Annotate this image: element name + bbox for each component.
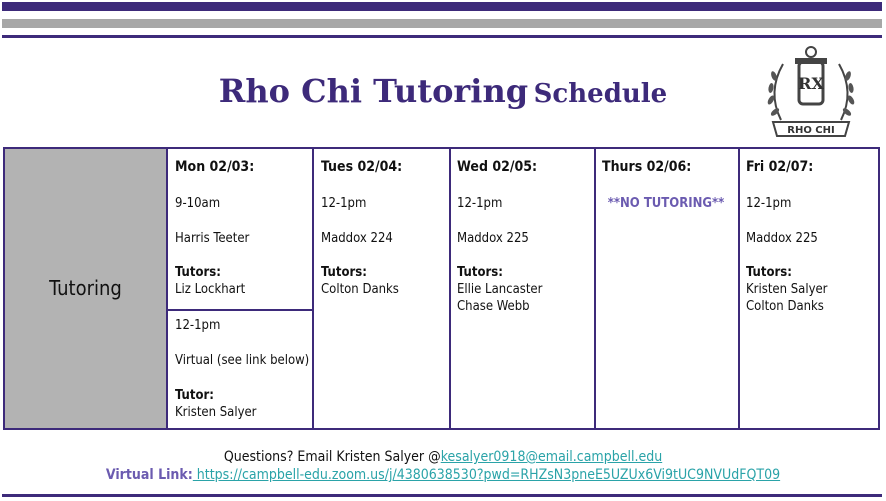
- rho-chi-logo-icon: [763, 42, 859, 142]
- tutors-label: Tutors:: [457, 265, 503, 280]
- session-divider: [168, 309, 312, 311]
- schedule-table: [3, 147, 880, 430]
- bottom-border: [2, 494, 882, 497]
- title-main: Rho Chi Tutoring: [218, 72, 529, 110]
- tutor-name: Kristen Salyer: [746, 282, 828, 297]
- day-header: Fri 02/07:: [746, 159, 814, 175]
- session-time: 9-10am: [175, 196, 221, 211]
- tutor-name: Chase Webb: [457, 299, 530, 314]
- top-stripe-purple: [2, 2, 882, 11]
- questions-text: Questions? Email Kristen Salyer @: [223, 449, 441, 465]
- session-location: Virtual (see link below): [175, 353, 310, 368]
- email-link[interactable]: kesalyer0918@email.campbell.edu: [440, 449, 663, 465]
- row-label-cell: [5, 149, 166, 428]
- session-location: Maddox 225: [746, 231, 818, 246]
- session-location: Maddox 224: [321, 231, 393, 246]
- day-header: Tues 02/04:: [321, 159, 403, 175]
- day-column-thu: [594, 149, 738, 428]
- day-header: Mon 02/03:: [175, 159, 255, 175]
- row-label: Tutoring: [49, 276, 122, 300]
- session-time: 12-1pm: [175, 318, 221, 333]
- no-tutoring-note: **NO TUTORING**: [607, 196, 725, 211]
- virtual-link-url[interactable]: https://campbell-edu.zoom.us/j/4380638530?pwd=RHZsN3pneE5UZUx6Vi9tUC9NVUdFQT09: [192, 467, 781, 483]
- tutors-label: Tutors:: [321, 265, 367, 280]
- session-time: 12-1pm: [746, 196, 792, 211]
- logo-banner: RHO CHI: [787, 125, 835, 136]
- tutors-label: Tutors:: [175, 265, 221, 280]
- page-title: [0, 72, 886, 110]
- tutors-label: Tutors:: [746, 265, 792, 280]
- tutor-name: Liz Lockhart: [175, 282, 246, 297]
- session-location: Maddox 225: [457, 231, 529, 246]
- tutor-name: Colton Danks: [746, 299, 824, 314]
- session-time: 12-1pm: [321, 196, 367, 211]
- logo-letters: RX: [798, 74, 824, 93]
- title-sub: Schedule: [533, 79, 668, 109]
- day-header: Wed 02/05:: [457, 159, 538, 175]
- tutor-name: Colton Danks: [321, 282, 399, 297]
- footer-questions: [0, 449, 886, 465]
- footer-virtual: [0, 467, 886, 483]
- tutor-name: Ellie Lancaster: [457, 282, 543, 297]
- top-stripe-thin: [2, 35, 882, 38]
- virtual-link-label: Virtual Link:: [105, 467, 193, 483]
- tutor-name: Kristen Salyer: [175, 405, 257, 420]
- tutors-label: Tutor:: [175, 388, 214, 403]
- session-location: Harris Teeter: [175, 231, 250, 246]
- day-header: Thurs 02/06:: [602, 159, 692, 175]
- top-stripe-gray: [2, 19, 882, 28]
- session-time: 12-1pm: [457, 196, 503, 211]
